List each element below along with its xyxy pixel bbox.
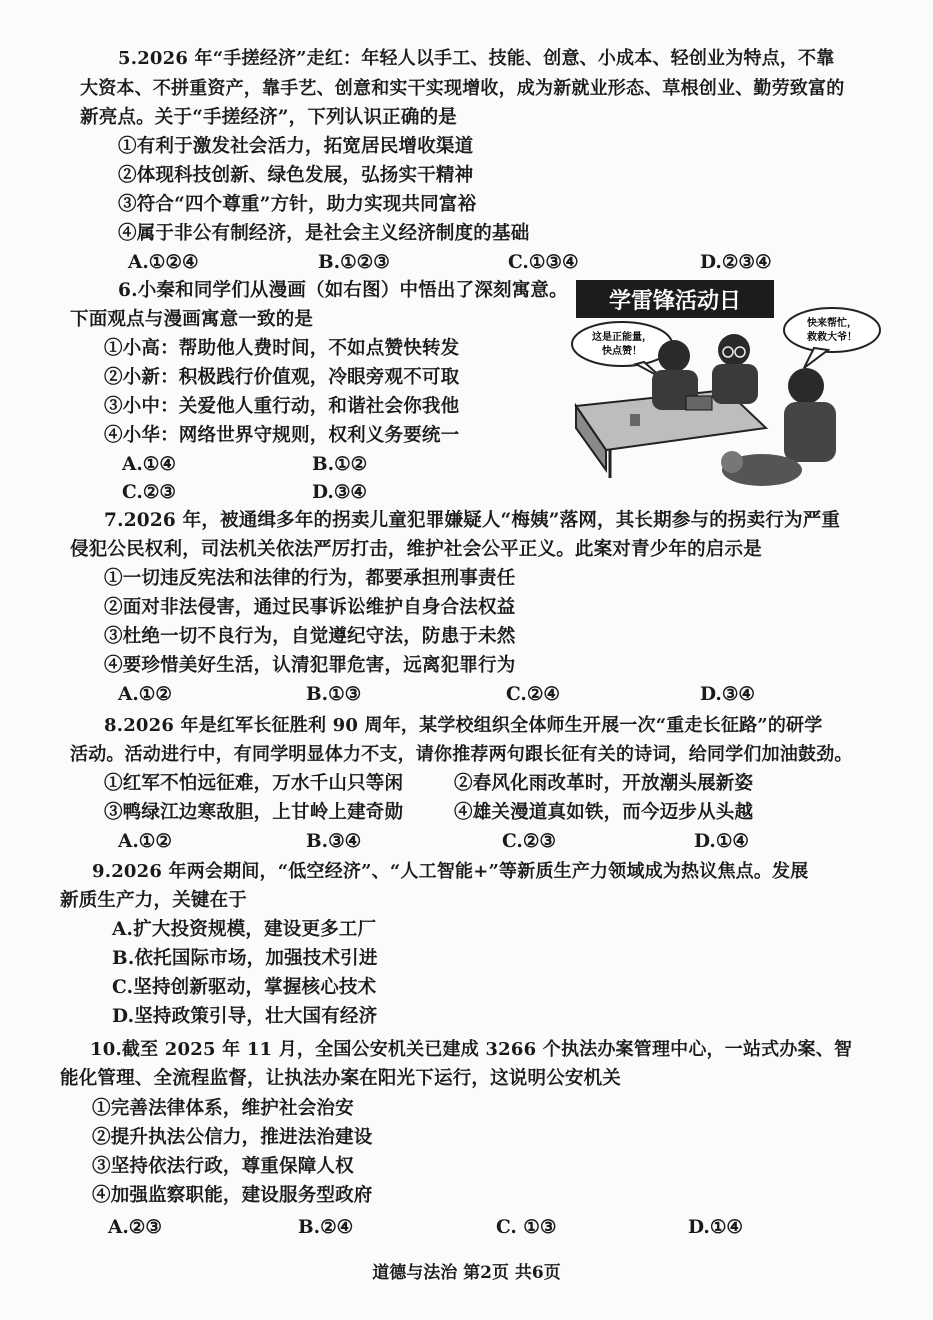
q10-option-b: B.②④ bbox=[298, 1217, 354, 1238]
q9-option-d: D.坚持政策引导，壮大国有经济 bbox=[112, 1006, 378, 1027]
bubble-left-line-1: 这是正能量， bbox=[592, 332, 652, 343]
q6-option-b: B.①② bbox=[312, 454, 368, 475]
q6-stem-line-2: 下面观点与漫画寓意一致的是 bbox=[70, 309, 314, 330]
q10-option-c: C. ①③ bbox=[496, 1217, 557, 1238]
q9-stem-line-1: 9.2026 年两会期间，“低空经济”、“人工智能+”等新质生产力领域成为热议焦点。发展 bbox=[92, 861, 809, 882]
q8-item-4: ④雄关漫道真如铁，而今迈步从头越 bbox=[454, 802, 754, 823]
q8-option-a: A.①② bbox=[118, 831, 172, 852]
q7-option-b: B.①③ bbox=[306, 684, 362, 705]
q5-item-2: ②体现科技创新、绿色发展，弘扬实干精神 bbox=[118, 165, 474, 186]
q8-stem-line-1: 8.2026 年是红军长征胜利 90 周年，某学校组织全体师生开展一次“重走长征路”的研学 bbox=[104, 715, 823, 736]
q5-stem-line-1: 5.2026 年“手搓经济”走红：年轻人以手工、技能、创意、小成本、轻创业为特点，不靠 bbox=[118, 48, 835, 69]
q7-option-a: A.①② bbox=[118, 684, 172, 705]
q6-stem-line-1: 6.小秦和同学们从漫画（如右图）中悟出了深刻寓意。 bbox=[118, 280, 568, 301]
q6-item-4: ④小华：网络世界守规则，权利义务要统一 bbox=[104, 425, 460, 446]
q7-option-d: D.③④ bbox=[700, 684, 755, 705]
cartoon-illustration bbox=[566, 278, 886, 500]
q6-option-a: A.①④ bbox=[122, 454, 176, 475]
cartoon-person-1-head bbox=[658, 340, 690, 372]
q8-item-2: ②春风化雨改革时，开放潮头展新姿 bbox=[454, 773, 754, 794]
speech-bubble-right bbox=[784, 308, 880, 352]
bubble-right-line-2: 救救大爷！ bbox=[807, 332, 857, 343]
q8-stem-line-2: 活动。活动进行中，有同学明显体力不支，请你推荐两句跟长征有关的诗词，给同学们加油鼓劲。 bbox=[70, 744, 853, 765]
page-footer: 道德与法治 第2页 共6页 bbox=[372, 1263, 561, 1283]
q7-item-3: ③杜绝一切不良行为，自觉遵纪守法，防患于未然 bbox=[104, 626, 516, 647]
q5-option-b: B.①②③ bbox=[318, 252, 390, 273]
q8-option-d: D.①④ bbox=[694, 831, 749, 852]
q7-item-2: ②面对非法侵害，通过民事诉讼维护自身合法权益 bbox=[104, 597, 516, 618]
q7-stem-line-1: 7.2026 年，被通缉多年的拐卖儿童犯罪嫌疑人“梅姨”落网，其长期参与的拐卖行为严重 bbox=[104, 510, 841, 531]
q6-option-d: D.③④ bbox=[312, 482, 367, 503]
q7-stem-line-2: 侵犯公民权利，司法机关依法严厉打击，维护社会公平正义。此案对青少年的启示是 bbox=[70, 539, 762, 560]
q5-option-a: A.①②④ bbox=[128, 252, 199, 273]
q6-option-c: C.②③ bbox=[122, 482, 177, 503]
q10-item-3: ③坚持依法行政，尊重保障人权 bbox=[92, 1156, 354, 1177]
q8-option-c: C.②③ bbox=[502, 831, 557, 852]
q5-option-c: C.①③④ bbox=[508, 252, 579, 273]
q6-item-3: ③小中：关爱他人重行动，和谐社会你我他 bbox=[104, 396, 460, 417]
q5-item-3: ③符合“四个尊重”方针，助力实现共同富裕 bbox=[118, 194, 477, 215]
q7-item-4: ④要珍惜美好生活，认清犯罪危害，远离犯罪行为 bbox=[104, 655, 516, 676]
q10-item-2: ②提升执法公信力，推进法治建设 bbox=[92, 1127, 373, 1148]
q5-stem-line-3: 新亮点。关于“手搓经济”，下列认识正确的是 bbox=[80, 107, 457, 128]
q9-option-c: C.坚持创新驱动，掌握核心技术 bbox=[112, 977, 377, 998]
q6-item-2: ②小新：积极践行价值观，冷眼旁观不可取 bbox=[104, 367, 460, 388]
cartoon-person-3-head bbox=[788, 368, 824, 404]
q9-stem-line-2: 新质生产力，关键在于 bbox=[60, 890, 248, 911]
q10-option-d: D.①④ bbox=[688, 1217, 743, 1238]
q5-option-d: D.②③④ bbox=[700, 252, 772, 273]
q5-stem-line-2: 大资本、不拼重资产，靠手艺、创意和实干实现增收，成为新就业形态、草根创业、勤劳致富的 bbox=[80, 78, 845, 99]
bubble-left-line-2: 快点赞！ bbox=[602, 346, 642, 357]
q7-item-1: ①一切违反宪法和法律的行为，都要承担刑事责任 bbox=[104, 568, 516, 589]
speech-bubble-left bbox=[572, 322, 672, 366]
q10-item-4: ④加强监察职能，建设服务型政府 bbox=[92, 1185, 373, 1206]
q8-item-1: ①红军不怕远征难，万水千山只等闲 bbox=[104, 773, 404, 794]
q10-option-a: A.②③ bbox=[108, 1217, 162, 1238]
q9-option-b: B.依托国际市场，加强技术引进 bbox=[112, 948, 378, 969]
bubble-right-line-1: 快来帮忙， bbox=[807, 318, 857, 329]
q10-item-1: ①完善法律体系，维护社会治安 bbox=[92, 1098, 354, 1119]
q10-stem-line-1: 10.截至 2025 年 11 月，全国公安机关已建成 3266 个执法办案管理中心，一站式办案、智 bbox=[90, 1039, 853, 1060]
q6-item-1: ①小高：帮助他人费时间，不如点赞快转发 bbox=[104, 338, 460, 359]
q8-item-3: ③鸭绿江边寒敌胆，上甘岭上建奇勋 bbox=[104, 802, 404, 823]
q5-item-1: ①有利于激发社会活力，拓宽居民增收渠道 bbox=[118, 136, 474, 157]
q9-option-a: A.扩大投资规模，建设更多工厂 bbox=[112, 919, 377, 940]
cartoon-learn-from-leifeng bbox=[566, 278, 886, 500]
q5-item-4: ④属于非公有制经济，是社会主义经济制度的基础 bbox=[118, 223, 530, 244]
cartoon-title: 学雷锋活动日 bbox=[608, 289, 742, 314]
q10-stem-line-2: 能化管理、全流程监督，让执法办案在阳光下运行，这说明公安机关 bbox=[60, 1068, 622, 1089]
q7-option-c: C.②④ bbox=[506, 684, 561, 705]
q8-option-b: B.③④ bbox=[306, 831, 362, 852]
